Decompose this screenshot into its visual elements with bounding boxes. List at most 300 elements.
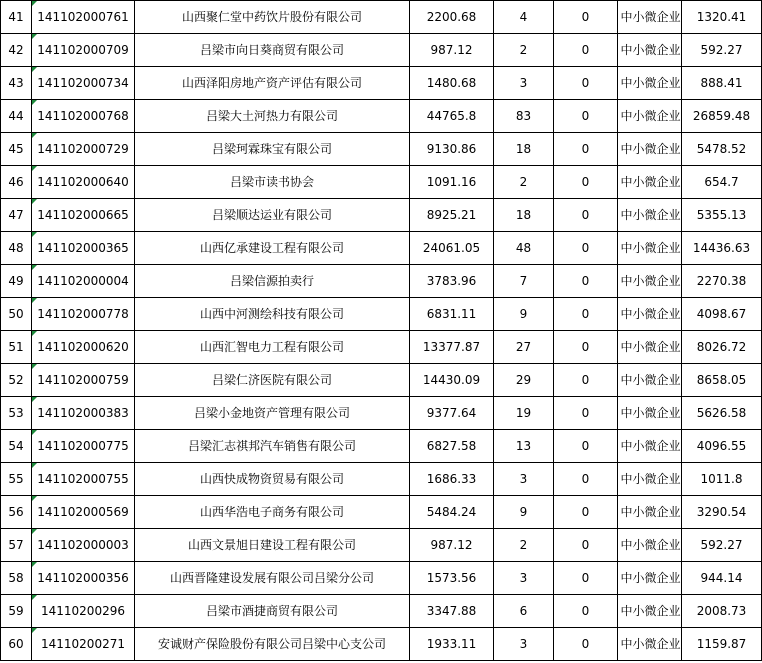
amount-cell[interactable] [410, 430, 494, 463]
text-number-indicator-icon [32, 100, 37, 105]
total-cell[interactable] [682, 232, 762, 265]
code-cell[interactable] [32, 166, 135, 199]
company-name-cell[interactable] [135, 628, 410, 661]
row-index-cell[interactable] [1, 529, 32, 562]
count-cell-text: 3 [519, 471, 528, 486]
amount-cell[interactable] [410, 595, 494, 628]
enterprise-type-cell[interactable] [618, 430, 682, 463]
row-index-cell[interactable] [1, 133, 32, 166]
row-index-cell[interactable] [1, 199, 32, 232]
enterprise-type-cell[interactable] [618, 232, 682, 265]
zero-cell[interactable] [554, 100, 618, 133]
total-cell[interactable] [682, 463, 762, 496]
enterprise-type-cell-text: 中小微企业 [620, 504, 681, 519]
total-cell[interactable] [682, 298, 762, 331]
zero-cell-text: 0 [581, 372, 590, 387]
count-cell[interactable] [494, 199, 554, 232]
row-index-cell[interactable] [1, 364, 32, 397]
count-cell[interactable] [494, 34, 554, 67]
zero-cell[interactable] [554, 430, 618, 463]
table-row [1, 463, 762, 496]
company-name-cell[interactable] [135, 67, 410, 100]
total-cell-text: 5478.52 [696, 141, 747, 156]
total-cell[interactable] [682, 529, 762, 562]
count-cell-text: 29 [515, 372, 532, 387]
table-row [1, 595, 762, 628]
table-row [1, 331, 762, 364]
count-cell[interactable] [494, 463, 554, 496]
total-cell-text: 2270.38 [696, 273, 747, 288]
total-cell-text: 4098.67 [696, 306, 747, 321]
company-name-cell[interactable] [135, 562, 410, 595]
count-cell-text: 19 [515, 405, 532, 420]
company-name-cell-text: 山西中河测绘科技有限公司 [199, 306, 344, 321]
row-index-cell-text: 54 [8, 438, 24, 453]
company-name-cell[interactable] [135, 265, 410, 298]
text-number-indicator-icon [32, 166, 37, 171]
row-index-cell[interactable] [1, 595, 32, 628]
table-row [1, 628, 762, 661]
row-index-cell[interactable] [1, 67, 32, 100]
amount-cell[interactable] [410, 562, 494, 595]
text-number-indicator-icon [32, 496, 37, 501]
amount-cell-text: 987.12 [430, 537, 473, 552]
amount-cell-text: 24061.05 [422, 240, 481, 255]
company-name-cell[interactable] [135, 529, 410, 562]
total-cell[interactable] [682, 595, 762, 628]
code-cell-text: 141102000003 [37, 537, 129, 552]
zero-cell[interactable] [554, 364, 618, 397]
total-cell[interactable] [682, 628, 762, 661]
zero-cell[interactable] [554, 331, 618, 364]
row-index-cell[interactable] [1, 331, 32, 364]
count-cell[interactable] [494, 397, 554, 430]
count-cell[interactable] [494, 265, 554, 298]
zero-cell[interactable] [554, 529, 618, 562]
code-cell-text: 141102000761 [37, 9, 129, 24]
amount-cell[interactable] [410, 298, 494, 331]
company-name-cell[interactable] [135, 133, 410, 166]
enterprise-type-cell[interactable] [618, 298, 682, 331]
company-name-cell-text: 安诚财产保险股份有限公司吕梁中心支公司 [157, 636, 386, 651]
amount-cell-text: 6831.11 [426, 306, 477, 321]
enterprise-type-cell[interactable] [618, 628, 682, 661]
amount-cell[interactable] [410, 133, 494, 166]
count-cell[interactable] [494, 430, 554, 463]
code-cell[interactable] [32, 232, 135, 265]
zero-cell[interactable] [554, 298, 618, 331]
amount-cell-text: 1480.68 [426, 75, 477, 90]
count-cell[interactable] [494, 628, 554, 661]
enterprise-type-cell-text: 中小微企业 [620, 174, 681, 189]
count-cell-text: 2 [519, 42, 528, 57]
text-number-indicator-icon [32, 34, 37, 39]
code-cell-text: 141102000004 [37, 273, 129, 288]
row-index-cell[interactable] [1, 397, 32, 430]
code-cell[interactable] [32, 199, 135, 232]
code-cell[interactable] [32, 529, 135, 562]
count-cell-text: 13 [515, 438, 532, 453]
amount-cell[interactable] [410, 265, 494, 298]
zero-cell[interactable] [554, 67, 618, 100]
company-name-cell-text: 山西文景旭日建设工程有限公司 [187, 537, 356, 552]
enterprise-type-cell-text: 中小微企业 [620, 9, 681, 24]
company-name-cell-text: 吕梁信源拍卖行 [229, 273, 314, 288]
code-cell[interactable] [32, 100, 135, 133]
enterprise-type-cell-text: 中小微企业 [620, 141, 681, 156]
total-cell[interactable] [682, 331, 762, 364]
enterprise-type-cell-text: 中小微企业 [620, 240, 681, 255]
enterprise-type-cell-text: 中小微企业 [620, 537, 681, 552]
amount-cell[interactable] [410, 199, 494, 232]
amount-cell[interactable] [410, 463, 494, 496]
enterprise-type-cell[interactable] [618, 595, 682, 628]
code-cell[interactable] [32, 628, 135, 661]
total-cell-text: 654.7 [704, 174, 739, 189]
row-index-cell-text: 43 [8, 75, 24, 90]
enterprise-type-cell[interactable] [618, 397, 682, 430]
table-row [1, 298, 762, 331]
zero-cell[interactable] [554, 463, 618, 496]
total-cell-text: 888.41 [700, 75, 743, 90]
code-cell[interactable] [32, 1, 135, 34]
zero-cell-text: 0 [581, 603, 590, 618]
text-number-indicator-icon [32, 67, 37, 72]
total-cell[interactable] [682, 397, 762, 430]
company-name-cell[interactable] [135, 1, 410, 34]
count-cell-text: 2 [519, 174, 528, 189]
enterprise-type-cell-text: 中小微企业 [620, 207, 681, 222]
amount-cell-text: 1091.16 [426, 174, 477, 189]
amount-cell[interactable] [410, 166, 494, 199]
count-cell-text: 18 [515, 141, 532, 156]
text-number-indicator-icon [32, 265, 37, 270]
company-name-cell-text: 山西晋隆建设发展有限公司吕梁分公司 [169, 570, 374, 585]
zero-cell[interactable] [554, 397, 618, 430]
count-cell-text: 3 [519, 570, 528, 585]
count-cell[interactable] [494, 331, 554, 364]
total-cell-text: 1320.41 [696, 9, 747, 24]
row-index-cell[interactable] [1, 166, 32, 199]
row-index-cell[interactable] [1, 496, 32, 529]
zero-cell-text: 0 [581, 339, 590, 354]
code-cell[interactable] [32, 298, 135, 331]
enterprise-type-cell[interactable] [618, 463, 682, 496]
count-cell[interactable] [494, 100, 554, 133]
company-name-cell[interactable] [135, 298, 410, 331]
total-cell[interactable] [682, 496, 762, 529]
row-index-cell-text: 49 [8, 273, 24, 288]
enterprise-type-cell-text: 中小微企业 [620, 372, 681, 387]
company-name-cell-text: 山西汇智电力工程有限公司 [199, 339, 344, 354]
zero-cell-text: 0 [581, 42, 590, 57]
enterprise-type-cell[interactable] [618, 100, 682, 133]
company-name-cell[interactable] [135, 595, 410, 628]
company-name-cell[interactable] [135, 496, 410, 529]
zero-cell-text: 0 [581, 636, 590, 651]
amount-cell-text: 2200.68 [426, 9, 477, 24]
row-index-cell-text: 59 [8, 603, 24, 618]
count-cell[interactable] [494, 67, 554, 100]
zero-cell[interactable] [554, 1, 618, 34]
total-cell-text: 1011.8 [700, 471, 743, 486]
text-number-indicator-icon [32, 430, 37, 435]
zero-cell[interactable] [554, 496, 618, 529]
code-cell-text: 141102000569 [37, 504, 129, 519]
total-cell[interactable] [682, 1, 762, 34]
code-cell-text: 141102000775 [37, 438, 129, 453]
zero-cell-text: 0 [581, 141, 590, 156]
enterprise-type-cell[interactable] [618, 364, 682, 397]
total-cell-text: 592.27 [700, 537, 743, 552]
enterprise-type-cell-text: 中小微企业 [620, 42, 681, 57]
row-index-cell[interactable] [1, 562, 32, 595]
amount-cell-text: 1686.33 [426, 471, 477, 486]
zero-cell[interactable] [554, 265, 618, 298]
enterprise-type-cell[interactable] [618, 1, 682, 34]
row-index-cell-text: 50 [8, 306, 24, 321]
total-cell-text: 944.14 [700, 570, 743, 585]
company-name-cell[interactable] [135, 100, 410, 133]
table-row [1, 199, 762, 232]
enterprise-type-cell[interactable] [618, 331, 682, 364]
amount-cell[interactable] [410, 496, 494, 529]
table-row [1, 430, 762, 463]
count-cell-text: 9 [519, 306, 528, 321]
company-name-cell[interactable] [135, 430, 410, 463]
enterprise-type-cell-text: 中小微企业 [620, 636, 681, 651]
zero-cell[interactable] [554, 595, 618, 628]
amount-cell[interactable] [410, 529, 494, 562]
company-name-cell[interactable] [135, 364, 410, 397]
count-cell-text: 4 [519, 9, 528, 24]
zero-cell-text: 0 [581, 306, 590, 321]
total-cell-text: 5355.13 [696, 207, 747, 222]
zero-cell[interactable] [554, 166, 618, 199]
enterprise-type-cell[interactable] [618, 529, 682, 562]
count-cell-text: 83 [515, 108, 532, 123]
code-cell-text: 141102000768 [37, 108, 129, 123]
amount-cell[interactable] [410, 67, 494, 100]
amount-cell-text: 9377.64 [426, 405, 477, 420]
total-cell[interactable] [682, 430, 762, 463]
zero-cell-text: 0 [581, 438, 590, 453]
row-index-cell-text: 44 [8, 108, 24, 123]
amount-cell[interactable] [410, 331, 494, 364]
count-cell-text: 18 [515, 207, 532, 222]
code-cell[interactable] [32, 595, 135, 628]
company-name-cell-text: 吕梁小金地资产管理有限公司 [193, 405, 350, 420]
count-cell[interactable] [494, 364, 554, 397]
amount-cell[interactable] [410, 364, 494, 397]
company-name-cell[interactable] [135, 199, 410, 232]
text-number-indicator-icon [32, 628, 37, 633]
enterprise-type-cell[interactable] [618, 67, 682, 100]
code-cell-text: 141102000383 [37, 405, 129, 420]
amount-cell-text: 6827.58 [426, 438, 477, 453]
amount-cell[interactable] [410, 1, 494, 34]
text-number-indicator-icon [32, 298, 37, 303]
total-cell[interactable] [682, 166, 762, 199]
row-index-cell-text: 53 [8, 405, 24, 420]
zero-cell[interactable] [554, 562, 618, 595]
company-name-cell[interactable] [135, 34, 410, 67]
amount-cell[interactable] [410, 100, 494, 133]
code-cell-text: 141102000640 [37, 174, 129, 189]
row-index-cell-text: 46 [8, 174, 24, 189]
total-cell[interactable] [682, 34, 762, 67]
code-cell-text: 141102000365 [37, 240, 129, 255]
count-cell[interactable] [494, 298, 554, 331]
code-cell-text: 14110200271 [41, 636, 125, 651]
text-number-indicator-icon [32, 397, 37, 402]
total-cell[interactable] [682, 265, 762, 298]
row-index-cell[interactable] [1, 34, 32, 67]
row-index-cell-text: 60 [8, 636, 24, 651]
text-number-indicator-icon [32, 463, 37, 468]
row-index-cell-text: 58 [8, 570, 24, 585]
table-row [1, 232, 762, 265]
table-row [1, 562, 762, 595]
company-name-cell[interactable] [135, 331, 410, 364]
count-cell-text: 6 [519, 603, 528, 618]
amount-cell[interactable] [410, 628, 494, 661]
row-index-cell-text: 56 [8, 504, 24, 519]
code-cell[interactable] [32, 496, 135, 529]
zero-cell[interactable] [554, 232, 618, 265]
code-cell[interactable] [32, 562, 135, 595]
enterprise-type-cell-text: 中小微企业 [620, 570, 681, 585]
code-cell-text: 141102000729 [37, 141, 129, 156]
company-name-cell[interactable] [135, 397, 410, 430]
total-cell-text: 8026.72 [696, 339, 747, 354]
row-index-cell[interactable] [1, 628, 32, 661]
total-cell[interactable] [682, 100, 762, 133]
company-name-cell-text: 吕梁市向日葵商贸有限公司 [199, 42, 344, 57]
code-cell-text: 141102000778 [37, 306, 129, 321]
amount-cell-text: 1573.56 [426, 570, 477, 585]
code-cell[interactable] [32, 331, 135, 364]
row-index-cell-text: 55 [8, 471, 24, 486]
code-cell[interactable] [32, 265, 135, 298]
row-index-cell[interactable] [1, 298, 32, 331]
count-cell[interactable] [494, 1, 554, 34]
company-name-cell[interactable] [135, 463, 410, 496]
enterprise-type-cell[interactable] [618, 562, 682, 595]
count-cell[interactable] [494, 595, 554, 628]
row-index-cell[interactable] [1, 265, 32, 298]
company-name-cell-text: 山西泽阳房地产资产评估有限公司 [181, 75, 362, 90]
zero-cell[interactable] [554, 34, 618, 67]
enterprise-type-cell-text: 中小微企业 [620, 603, 681, 618]
row-index-cell[interactable] [1, 1, 32, 34]
row-index-cell-text: 51 [8, 339, 24, 354]
count-cell-text: 48 [515, 240, 532, 255]
company-name-cell-text: 吕梁市读书协会 [229, 174, 314, 189]
row-index-cell-text: 48 [8, 240, 24, 255]
code-cell-text: 141102000620 [37, 339, 129, 354]
amount-cell-text: 8925.21 [426, 207, 477, 222]
amount-cell[interactable] [410, 34, 494, 67]
text-number-indicator-icon [32, 133, 37, 138]
code-cell[interactable] [32, 67, 135, 100]
total-cell[interactable] [682, 364, 762, 397]
row-index-cell[interactable] [1, 463, 32, 496]
enterprise-type-cell[interactable] [618, 265, 682, 298]
row-index-cell[interactable] [1, 430, 32, 463]
company-name-cell-text: 山西聚仁堂中药饮片股份有限公司 [181, 9, 362, 24]
enterprise-type-cell[interactable] [618, 199, 682, 232]
total-cell[interactable] [682, 562, 762, 595]
code-cell[interactable] [32, 430, 135, 463]
total-cell[interactable] [682, 133, 762, 166]
company-name-cell-text: 吕梁汇志祺邦汽车销售有限公司 [187, 438, 356, 453]
table-row [1, 34, 762, 67]
code-cell[interactable] [32, 133, 135, 166]
enterprise-type-cell[interactable] [618, 133, 682, 166]
count-cell-text: 3 [519, 636, 528, 651]
company-name-cell-text: 山西快成物资贸易有限公司 [199, 471, 344, 486]
enterprise-type-cell-text: 中小微企业 [620, 75, 681, 90]
row-index-cell[interactable] [1, 100, 32, 133]
count-cell[interactable] [494, 166, 554, 199]
count-cell[interactable] [494, 133, 554, 166]
total-cell-text: 3290.54 [696, 504, 747, 519]
table-row [1, 397, 762, 430]
table-row [1, 133, 762, 166]
amount-cell[interactable] [410, 397, 494, 430]
code-cell-text: 141102000734 [37, 75, 129, 90]
count-cell[interactable] [494, 562, 554, 595]
zero-cell-text: 0 [581, 174, 590, 189]
zero-cell[interactable] [554, 628, 618, 661]
count-cell-text: 3 [519, 75, 528, 90]
row-index-cell[interactable] [1, 232, 32, 265]
zero-cell[interactable] [554, 133, 618, 166]
total-cell-text: 4096.55 [696, 438, 747, 453]
company-name-cell[interactable] [135, 232, 410, 265]
total-cell[interactable] [682, 67, 762, 100]
table-row [1, 496, 762, 529]
enterprise-type-cell[interactable] [618, 34, 682, 67]
count-cell[interactable] [494, 232, 554, 265]
enterprise-type-cell[interactable] [618, 496, 682, 529]
code-cell[interactable] [32, 397, 135, 430]
count-cell[interactable] [494, 529, 554, 562]
code-cell[interactable] [32, 34, 135, 67]
amount-cell[interactable] [410, 232, 494, 265]
enterprise-type-cell[interactable] [618, 166, 682, 199]
amount-cell-text: 13377.87 [422, 339, 481, 354]
count-cell-text: 2 [519, 537, 528, 552]
code-cell[interactable] [32, 364, 135, 397]
company-name-cell-text: 吕梁市酒捷商贸有限公司 [205, 603, 338, 618]
table-body [1, 1, 762, 661]
company-name-cell-text: 吕梁顺达运业有限公司 [211, 207, 332, 222]
code-cell-text: 141102000709 [37, 42, 129, 57]
zero-cell[interactable] [554, 199, 618, 232]
zero-cell-text: 0 [581, 537, 590, 552]
total-cell-text: 5626.58 [696, 405, 747, 420]
code-cell[interactable] [32, 463, 135, 496]
count-cell[interactable] [494, 496, 554, 529]
total-cell[interactable] [682, 199, 762, 232]
row-index-cell-text: 47 [8, 207, 24, 222]
company-name-cell-text: 吕梁珂霖珠宝有限公司 [211, 141, 332, 156]
zero-cell-text: 0 [581, 108, 590, 123]
total-cell-text: 8658.05 [696, 372, 747, 387]
company-name-cell[interactable] [135, 166, 410, 199]
